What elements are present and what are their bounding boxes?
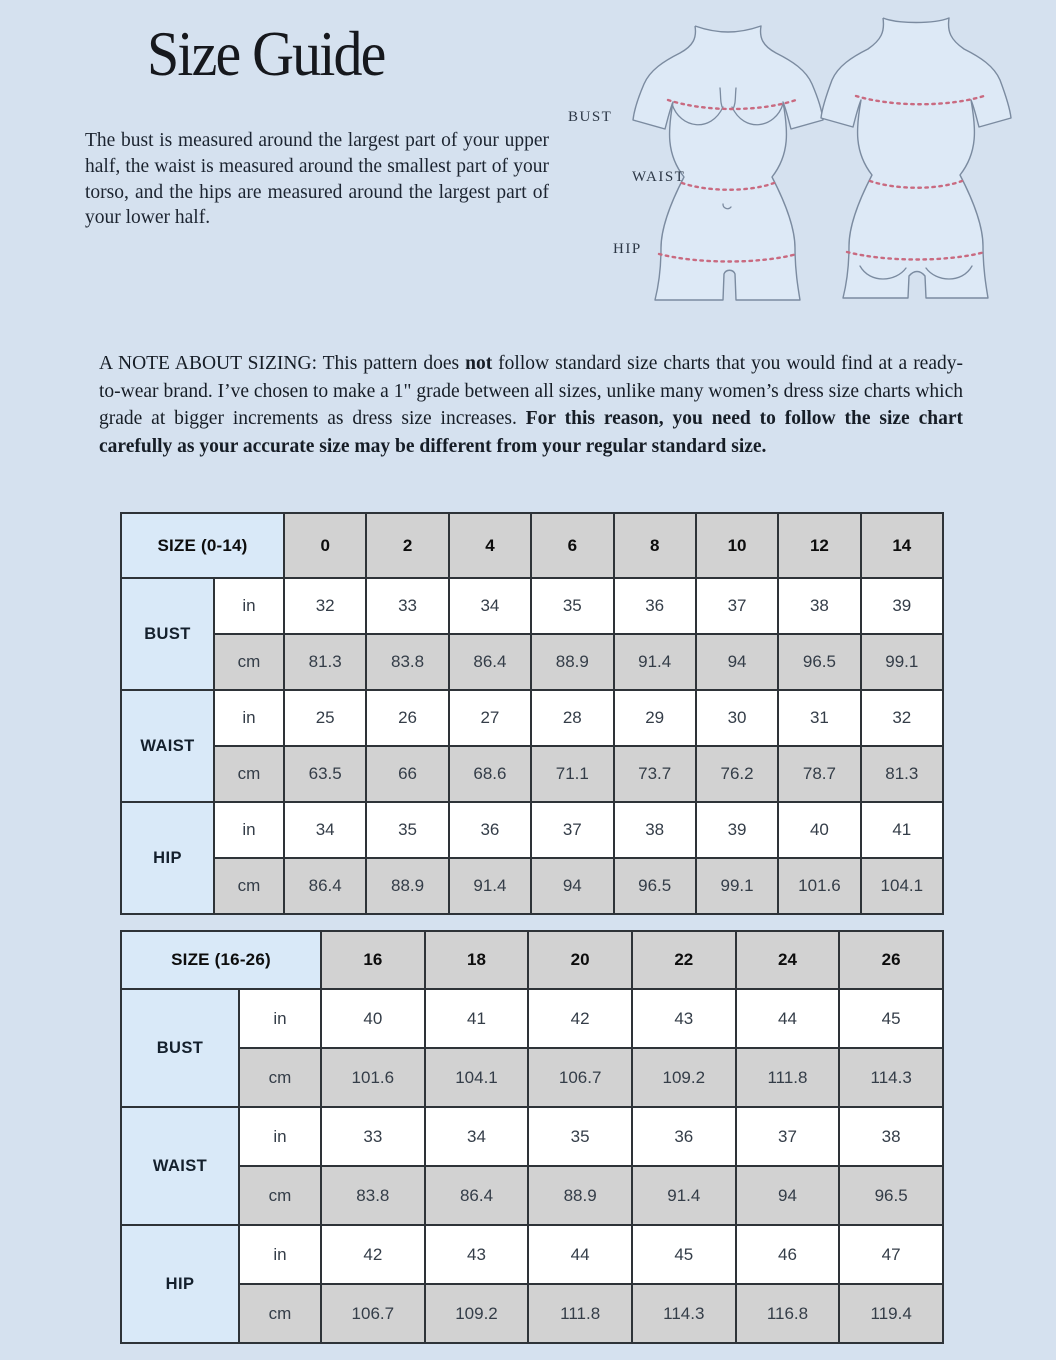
measurement-value-cm: 94 (696, 634, 778, 690)
measurement-value-cm: 86.4 (425, 1166, 529, 1225)
measurement-value-in: 38 (839, 1107, 943, 1166)
size-column-header: 22 (632, 931, 736, 989)
measurement-value-cm: 111.8 (736, 1048, 840, 1107)
measurement-value-in: 27 (449, 690, 531, 746)
size-range-header: SIZE (16-26) (121, 931, 321, 989)
unit-cm-cell: cm (239, 1166, 321, 1225)
measurement-value-in: 36 (614, 578, 696, 634)
body-outline-illustration (560, 8, 1040, 313)
measurement-row-label: BUST (121, 578, 214, 690)
size-column-header: 26 (839, 931, 943, 989)
measurement-value-cm: 88.9 (366, 858, 448, 914)
measurement-value-cm: 114.3 (632, 1284, 736, 1343)
measurement-value-cm: 104.1 (425, 1048, 529, 1107)
measurement-value-cm: 81.3 (861, 746, 943, 802)
measurement-value-in: 41 (861, 802, 943, 858)
measurement-value-in: 25 (284, 690, 366, 746)
unit-cm-cell: cm (214, 746, 284, 802)
size-column-header: 20 (528, 931, 632, 989)
unit-cm-cell: cm (214, 634, 284, 690)
measurement-value-in: 44 (528, 1225, 632, 1284)
measurement-value-in: 41 (425, 989, 529, 1048)
size-column-header: 16 (321, 931, 425, 989)
measurement-value-in: 47 (839, 1225, 943, 1284)
measurement-value-in: 39 (861, 578, 943, 634)
measurement-value-cm: 109.2 (632, 1048, 736, 1107)
measurement-value-cm: 88.9 (528, 1166, 632, 1225)
measurement-value-cm: 91.4 (614, 634, 696, 690)
measurement-row-label: WAIST (121, 1107, 239, 1225)
measurement-value-in: 42 (528, 989, 632, 1048)
measurement-value-cm: 101.6 (321, 1048, 425, 1107)
sizing-note-emphasis-follow: For this reason, you need to follow the size chart carefully as your accurate size may be different from your regular standard size. (99, 408, 963, 458)
sizing-note (99, 350, 963, 461)
measurement-value-cm: 96.5 (839, 1166, 943, 1225)
measurement-value-in: 45 (839, 989, 943, 1048)
measurement-value-in: 43 (632, 989, 736, 1048)
measurement-value-in: 39 (696, 802, 778, 858)
measurement-row-label: HIP (121, 1225, 239, 1343)
unit-cm-cell: cm (214, 858, 284, 914)
measurement-value-cm: 71.1 (531, 746, 613, 802)
size-column-header: 24 (736, 931, 840, 989)
measurement-value-in: 37 (531, 802, 613, 858)
measurement-value-cm: 68.6 (449, 746, 531, 802)
measurement-value-cm: 94 (736, 1166, 840, 1225)
measurement-value-cm: 101.6 (778, 858, 860, 914)
measurement-value-in: 32 (284, 578, 366, 634)
measurement-value-cm: 114.3 (839, 1048, 943, 1107)
back-figure (821, 18, 1011, 298)
size-table (120, 512, 944, 915)
measurement-value-in: 42 (321, 1225, 425, 1284)
measurement-value-cm: 88.9 (531, 634, 613, 690)
intro-paragraph: The bust is measured around the largest part of your upper half, the waist is measured around the smallest part of your torso, and the hips are measured around the largest part of your lower half. (85, 130, 549, 229)
unit-in-cell: in (214, 578, 284, 634)
measurement-value-cm: 99.1 (696, 858, 778, 914)
measurement-value-cm: 96.5 (778, 634, 860, 690)
unit-in-cell: in (239, 989, 321, 1048)
measurement-value-in: 43 (425, 1225, 529, 1284)
size-table (120, 930, 944, 1344)
measurement-value-cm: 86.4 (449, 634, 531, 690)
measurement-value-cm: 78.7 (778, 746, 860, 802)
measurement-value-cm: 96.5 (614, 858, 696, 914)
measurement-value-in: 38 (614, 802, 696, 858)
measurement-row-label: WAIST (121, 690, 214, 802)
measurement-value-cm: 73.7 (614, 746, 696, 802)
measurement-row-label: HIP (121, 802, 214, 914)
measurement-value-cm: 63.5 (284, 746, 366, 802)
measurement-value-cm: 91.4 (449, 858, 531, 914)
measurement-value-cm: 104.1 (861, 858, 943, 914)
measurement-value-in: 34 (449, 578, 531, 634)
measurement-value-in: 33 (366, 578, 448, 634)
size-column-header: 0 (284, 513, 366, 578)
measurement-value-in: 31 (778, 690, 860, 746)
measurement-value-in: 37 (696, 578, 778, 634)
size-table-0-14 (120, 512, 944, 915)
sizing-note-text: A NOTE ABOUT SIZING: This pattern does (99, 353, 466, 374)
unit-in-cell: in (214, 690, 284, 746)
measurement-value-in: 40 (778, 802, 860, 858)
measurement-value-in: 37 (736, 1107, 840, 1166)
hip-label: HIP (613, 241, 642, 257)
measurement-value-cm: 99.1 (861, 634, 943, 690)
page-title: Size Guide (147, 19, 385, 89)
unit-in-cell: in (239, 1107, 321, 1166)
measurement-value-cm: 94 (531, 858, 613, 914)
waist-label: WAIST (632, 169, 686, 185)
measurement-value-cm: 116.8 (736, 1284, 840, 1343)
measurement-value-in: 46 (736, 1225, 840, 1284)
measurement-value-in: 38 (778, 578, 860, 634)
measurement-value-in: 34 (425, 1107, 529, 1166)
size-column-header: 2 (366, 513, 448, 578)
measurement-value-cm: 111.8 (528, 1284, 632, 1343)
front-figure (633, 26, 823, 300)
size-column-header: 6 (531, 513, 613, 578)
unit-cm-cell: cm (239, 1048, 321, 1107)
size-column-header: 10 (696, 513, 778, 578)
measurement-value-in: 30 (696, 690, 778, 746)
measurement-value-in: 32 (861, 690, 943, 746)
measurement-value-cm: 66 (366, 746, 448, 802)
size-range-header: SIZE (0-14) (121, 513, 284, 578)
size-column-header: 8 (614, 513, 696, 578)
measurement-value-in: 44 (736, 989, 840, 1048)
unit-cm-cell: cm (239, 1284, 321, 1343)
measurement-value-cm: 83.8 (366, 634, 448, 690)
measurement-value-in: 26 (366, 690, 448, 746)
unit-in-cell: in (214, 802, 284, 858)
measurement-value-cm: 76.2 (696, 746, 778, 802)
measurement-value-in: 35 (531, 578, 613, 634)
sizing-note-text-2: follow standard size charts that you would find at a ready-to-wear brand. I’ve chosen to make a 1" grade between all sizes, unlike many women’s dress size charts which grade at bigger increments as dress size increases. (99, 353, 963, 430)
measurement-value-in: 40 (321, 989, 425, 1048)
measurement-value-cm: 81.3 (284, 634, 366, 690)
measurement-value-in: 35 (366, 802, 448, 858)
measurement-row-label: BUST (121, 989, 239, 1107)
measurement-value-in: 33 (321, 1107, 425, 1166)
measurement-value-cm: 119.4 (839, 1284, 943, 1343)
unit-in-cell: in (239, 1225, 321, 1284)
size-table-16-26 (120, 930, 944, 1344)
measurement-value-in: 36 (632, 1107, 736, 1166)
measurement-value-in: 29 (614, 690, 696, 746)
measurement-value-cm: 86.4 (284, 858, 366, 914)
measurement-diagram (560, 8, 1040, 313)
size-column-header: 18 (425, 931, 529, 989)
measurement-value-in: 34 (284, 802, 366, 858)
measurement-value-cm: 106.7 (528, 1048, 632, 1107)
measurement-value-in: 35 (528, 1107, 632, 1166)
measurement-value-cm: 83.8 (321, 1166, 425, 1225)
bust-label: BUST (568, 109, 613, 125)
size-column-header: 12 (778, 513, 860, 578)
measurement-value-in: 36 (449, 802, 531, 858)
measurement-value-cm: 91.4 (632, 1166, 736, 1225)
size-column-header: 4 (449, 513, 531, 578)
measurement-value-in: 28 (531, 690, 613, 746)
measurement-value-cm: 106.7 (321, 1284, 425, 1343)
measurement-value-cm: 109.2 (425, 1284, 529, 1343)
measurement-value-in: 45 (632, 1225, 736, 1284)
size-column-header: 14 (861, 513, 943, 578)
sizing-note-emphasis-not: not (465, 353, 493, 374)
